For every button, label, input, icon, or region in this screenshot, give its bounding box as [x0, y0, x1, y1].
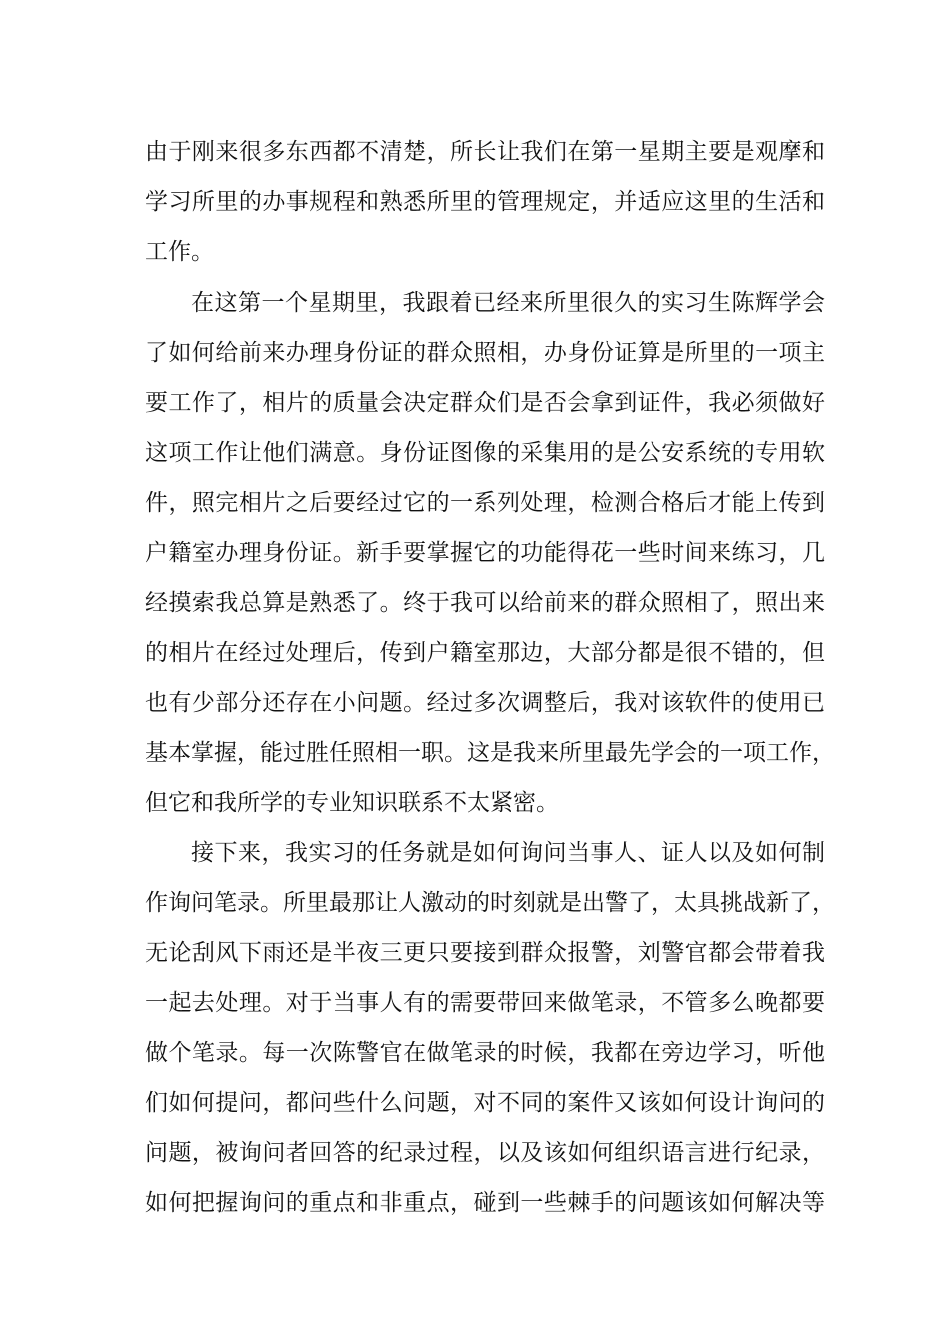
- paragraph-line: 户籍室办理身份证。新手要掌握它的功能得花一些时间来练习，几: [145, 540, 825, 566]
- paragraph-line: 由于刚来很多东西都不清楚，所长让我们在第一星期主要是观摩和: [145, 139, 825, 165]
- paragraph-line: 的相片在经过处理后，传到户籍室那边，大部分都是很不错的，但: [145, 640, 825, 666]
- paragraph-line: 这项工作让他们满意。身份证图像的采集用的是公安系统的专用软: [145, 440, 825, 466]
- paragraph-line: 无论刮风下雨还是半夜三更只要接到群众报警，刘警官都会带着我: [145, 940, 825, 966]
- paragraph-line: 要工作了，相片的质量会决定群众们是否会拿到证件，我必须做好: [145, 390, 825, 416]
- paragraph-line: 工作。: [145, 239, 214, 265]
- paragraph-line: 也有少部分还存在小问题。经过多次调整后，我对该软件的使用已: [145, 690, 825, 716]
- paragraph-line: 接下来，我实习的任务就是如何询问当事人、证人以及如何制: [191, 840, 825, 866]
- paragraph-line: 一起去处理。对于当事人有的需要带回来做笔录，不管多么晚都要: [145, 990, 825, 1016]
- paragraph-line: 做个笔录。每一次陈警官在做笔录的时候，我都在旁边学习，听他: [145, 1040, 825, 1066]
- paragraph-line: 如何把握询问的重点和非重点，碰到一些棘手的问题该如何解决等: [145, 1190, 825, 1216]
- paragraph-line: 经摸索我总算是熟悉了。终于我可以给前来的群众照相了，照出来: [145, 590, 825, 616]
- paragraph-line: 基本掌握，能过胜任照相一职。这是我来所里最先学会的一项工作，: [145, 740, 835, 766]
- paragraph-line: 但它和我所学的专业知识联系不太紧密。: [145, 790, 559, 816]
- paragraph-line: 件，照完相片之后要经过它的一系列处理，检测合格后才能上传到: [145, 490, 825, 516]
- paragraph-line: 在这第一个星期里，我跟着已经来所里很久的实习生陈辉学会: [191, 290, 825, 316]
- paragraph-line: 问题，被询问者回答的纪录过程，以及该如何组织语言进行纪录，: [145, 1140, 825, 1166]
- paragraph-line: 了如何给前来办理身份证的群众照相，办身份证算是所里的一项主: [145, 340, 825, 366]
- paragraph-line: 们如何提问，都问些什么问题，对不同的案件又该如何设计询问的: [145, 1090, 825, 1116]
- paragraph-line: 作询问笔录。所里最那让人激动的时刻就是出警了，太具挑战新了，: [145, 890, 835, 916]
- paragraph-line: 学习所里的办事规程和熟悉所里的管理规定，并适应这里的生活和: [145, 189, 825, 215]
